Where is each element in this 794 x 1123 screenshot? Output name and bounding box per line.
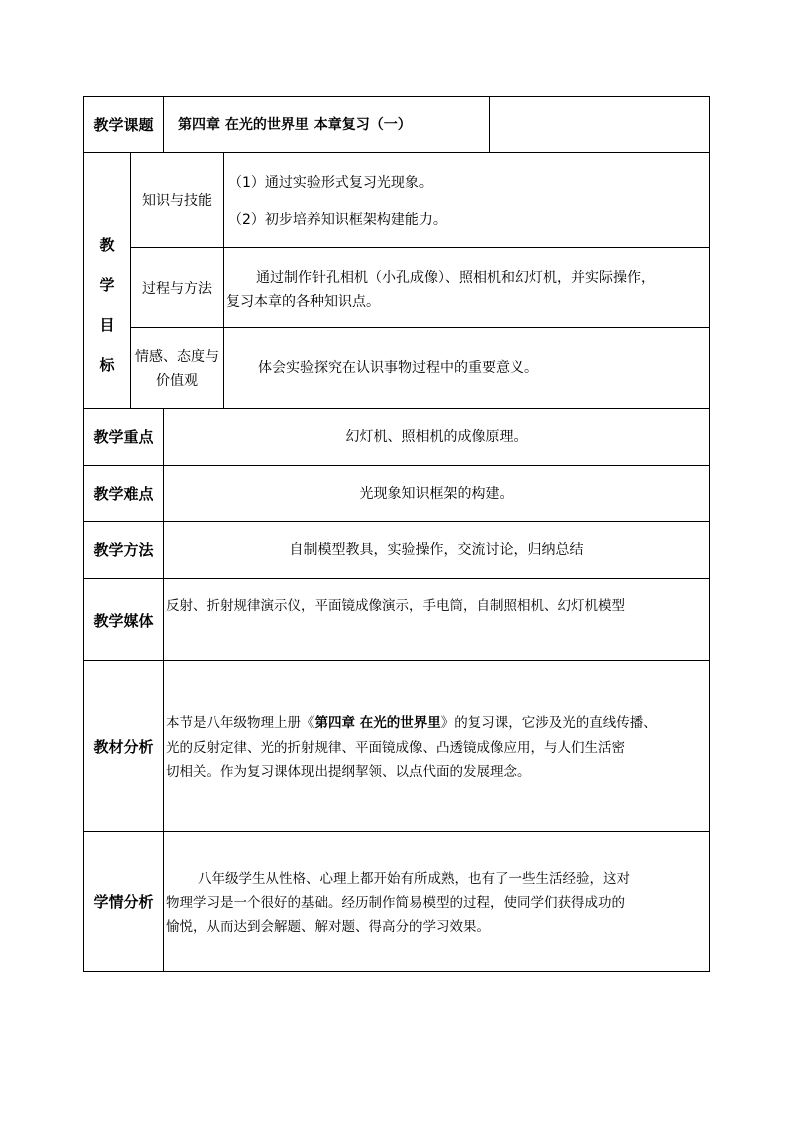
emotion-label-line: 情感、态度与 [135, 349, 219, 365]
objectives-label-char: 学 [99, 276, 115, 294]
students-line: 八年级学生从性格、心理上都开始有所成熟，也有了一些生活经验，这对 [198, 871, 630, 887]
border-after-material [83, 831, 710, 832]
objectives-label-char: 目 [99, 316, 115, 334]
keypoint-text: 幻灯机、照相机的成像原理。 [345, 429, 528, 445]
border-after-difficulty [83, 521, 710, 522]
knowledge-line: （1）通过实验形式复习光现象。 [228, 175, 433, 191]
students-line: 愉悦，从而达到会解题、解对题、得高分的学习效果。 [166, 919, 490, 935]
students-line: 物理学习是一个很好的基础。经历制作简易模型的过程，使同学们获得成功的 [166, 895, 625, 911]
difficulty-label: 教学难点 [93, 485, 154, 503]
border-after-media [83, 660, 710, 661]
page-title: 第四章 在光的世界里 本章复习（一） [178, 117, 412, 133]
media-text: 反射、折射规律演示仪，平面镜成像演示，手电筒，自制照相机、幻灯机模型 [166, 598, 625, 614]
border-after-objectives [83, 408, 710, 409]
material-line: 光的反射定律、光的折射规律、平面镜成像、凸透镜成像应用，与人们生活密 [166, 740, 625, 756]
keypoint-label: 教学重点 [93, 428, 154, 446]
material-chapter-title: 第四章 在光的世界里 [314, 715, 441, 731]
emotion-label-line: 价值观 [156, 373, 198, 389]
process-line: 复习本章的各种知识点。 [226, 294, 380, 310]
border-header-label [163, 96, 164, 153]
knowledge-line: （2）初步培养知识框架构建能力。 [228, 212, 447, 228]
border-objectives-sublabel [223, 152, 224, 409]
border-after-knowledge [130, 247, 710, 248]
method-text: 自制模型教具，实验操作，交流讨论，归纳总结 [289, 542, 584, 558]
border-after-header [83, 152, 710, 153]
material-line1-suffix: 》的复习课，它涉及光的直线传播、 [440, 715, 657, 731]
border-top [83, 96, 710, 97]
border-after-keypoint [83, 465, 710, 466]
border-after-method [83, 578, 710, 579]
border-header-extra [489, 96, 490, 153]
material-label: 教材分析 [93, 738, 154, 756]
border-left [83, 96, 84, 972]
border-after-process [130, 327, 710, 328]
material-line1-prefix: 本节是八年级物理上册《 [166, 715, 315, 731]
process-line: 通过制作针孔相机（小孔成像）、照相机和幻灯机，并实际操作， [256, 270, 655, 286]
material-line: 切相关。作为复习课体现出提纲挈领、以点代面的发展理念。 [166, 764, 531, 780]
border-right [709, 96, 710, 972]
objectives-label [92, 230, 122, 390]
objectives-label-char: 教 [99, 236, 115, 254]
process-label: 过程与方法 [142, 281, 212, 297]
students-label: 学情分析 [93, 893, 154, 911]
method-label: 教学方法 [93, 541, 154, 559]
difficulty-text: 光现象知识框架的构建。 [359, 486, 514, 502]
emotion-text: 体会实验探究在认识事物过程中的重要意义。 [258, 360, 538, 376]
border-bottom [83, 971, 710, 972]
media-label: 教学媒体 [93, 612, 154, 630]
objectives-label-char: 标 [99, 356, 115, 374]
header-label: 教学课题 [93, 116, 154, 134]
material-line [166, 713, 657, 733]
knowledge-label: 知识与技能 [142, 193, 212, 209]
